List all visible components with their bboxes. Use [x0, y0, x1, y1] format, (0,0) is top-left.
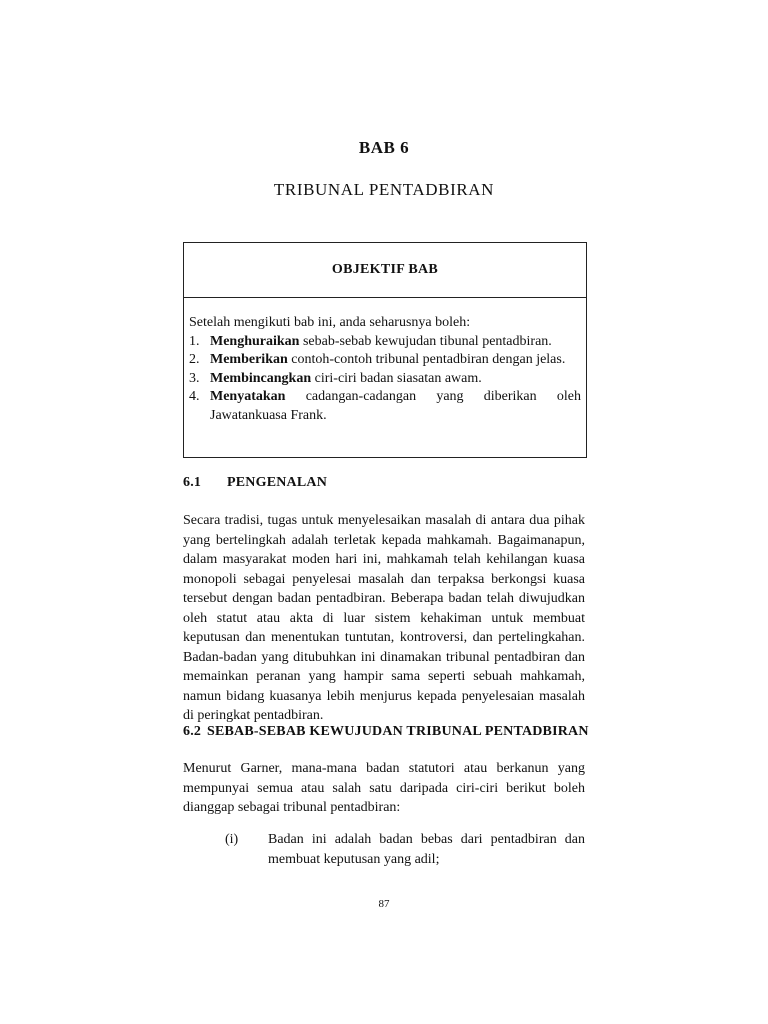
- section-title: SEBAB-SEBAB KEWUJUDAN TRIBUNAL PENTADBIRAN: [207, 724, 589, 739]
- objective-item: [189, 388, 581, 425]
- objective-verb: Menghuraikan: [210, 333, 300, 349]
- objectives-intro: Setelah mengikuti bab ini, anda seharusnya boleh:: [189, 315, 471, 330]
- objective-number: 3.: [189, 370, 200, 386]
- objective-verb: Membincangkan: [210, 370, 312, 386]
- objective-number: 4.: [189, 389, 200, 404]
- section-6-2-paragraph: Menurut Garner, mana-mana badan statutori atau berkanun yang mempunyai semua atau salah satu daripada ciri-ciri berikut boleh dianggap sebagai tribunal pentadbiran:: [183, 761, 585, 815]
- objective-text: [210, 370, 581, 389]
- section-6-1-paragraph: Secara tradisi, tugas untuk menyelesaikan masalah di antara dua pihak yang bertelingkah adalah terletak kepada mahkamah. Bagaimanapun, dalam masyarakat moden hari ini, mahkamah telah kehilangan kuasa monopoli sebagai penyelesai masalah dan terpaksa berkongsi kuasa tersebut dengan badan pentadbiran. Beberapa badan telah diwujudkan oleh statut atau akta di luar sistem kehakiman untuk membuat keputusan dan menentukan tuntutan, kontroversi, dan pertelingkahan. Badan-badan yang ditubuhkan ini dinamakan tribunal pentadbiran dan memainkan peranan yang hampir sama seperti sebuah mahkamah, namun bidang kuasanya lebih menjurus kepada penyelesaian masalah di peringkat pentadbiran.: [183, 513, 585, 723]
- chapter-title: TRIBUNAL PENTADBIRAN: [273, 180, 495, 199]
- objective-number: 1.: [189, 333, 200, 349]
- objectives-box: [183, 242, 587, 458]
- list-text: Badan ini adalah badan bebas dari pentadbiran dan membuat keputusan yang adil;: [268, 832, 585, 867]
- page-number: 87: [378, 898, 390, 910]
- section-number: 6.1: [183, 475, 202, 490]
- objective-verb: Menyatakan: [210, 389, 286, 404]
- objective-text: [210, 333, 581, 352]
- objective-verb: Memberikan: [210, 352, 288, 367]
- objective-description: cadangan-cadangan yang diberikan oleh Jawatankuasa Frank.: [210, 389, 581, 423]
- objectives-list: [189, 333, 581, 426]
- objective-description: sebab-sebab kewujudan tibunal pentadbiran.: [299, 333, 552, 349]
- objectives-body: [184, 298, 586, 425]
- criteria-list-item: [183, 830, 585, 869]
- section-heading-6-1: [183, 475, 327, 491]
- objective-description: ciri-ciri badan siasatan awam.: [311, 370, 482, 386]
- section-heading-6-2: [183, 724, 589, 740]
- objective-text: [210, 351, 581, 370]
- objectives-heading: OBJEKTIF BAB: [184, 243, 586, 298]
- objective-number: 2.: [189, 352, 200, 367]
- objective-item: [189, 333, 581, 352]
- objective-description: contoh-contoh tribunal pentadbiran dengan jelas.: [287, 352, 566, 367]
- objective-item: [189, 351, 581, 370]
- section-title: PENGENALAN: [227, 475, 328, 490]
- objective-item: [189, 370, 581, 389]
- chapter-number: BAB 6: [358, 138, 410, 157]
- objective-text: [210, 388, 581, 425]
- list-marker: (i): [225, 832, 239, 847]
- section-number: 6.2: [183, 724, 202, 739]
